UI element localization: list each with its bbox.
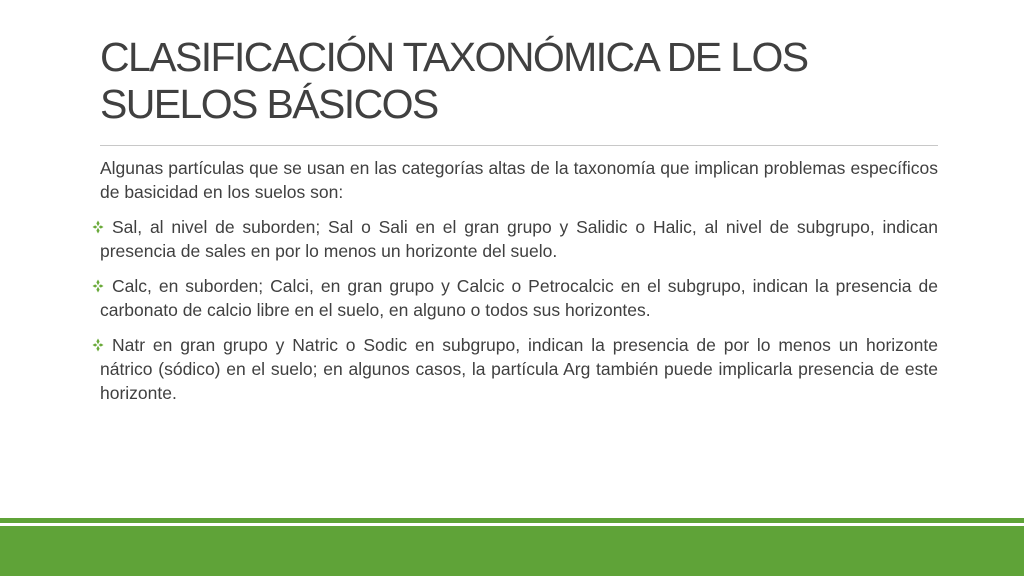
bullet-item-calc — [100, 274, 938, 322]
intro-paragraph: Algunas partículas que se usan en las categorías altas de la taxonomía que implican problemas específicos de basicidad en los suelos son: — [100, 158, 938, 202]
slide-body — [100, 156, 938, 416]
bullet-text: Sal, al nivel de suborden; Sal o Sali en el gran grupo y Salidic o Halic, al nivel de subgrupo, indican presencia de sales en por lo menos un horizonte del suelo. — [100, 217, 938, 261]
diamond-star-bullet-icon — [92, 279, 110, 293]
bullet-list — [100, 215, 938, 405]
title-divider — [100, 145, 938, 146]
bullet-item-natr — [100, 333, 938, 405]
bullet-text: Natr en gran grupo y Natric o Sodic en subgrupo, indican la presencia de por lo menos un horizonte nátrico (sódico) en el suelo; en algunos casos, la partícula Arg también puede implicarla presencia de este horizonte. — [100, 335, 938, 403]
bullet-text: Calc, en suborden; Calci, en gran grupo y Calcic o Petrocalcic en el subgrupo, indican la presencia de carbonato de calcio libre en el suelo, en alguno o todos sus horizontes. — [100, 276, 938, 320]
footer-accent-line — [0, 518, 1024, 523]
bullet-item-sal — [100, 215, 938, 263]
slide-title: CLASIFICACIÓN TAXONÓMICA DE LOS SUELOS BÁSICOS — [100, 34, 808, 127]
diamond-star-bullet-icon — [92, 338, 110, 352]
footer-accent-band — [0, 526, 1024, 576]
diamond-star-bullet-icon — [92, 220, 110, 234]
